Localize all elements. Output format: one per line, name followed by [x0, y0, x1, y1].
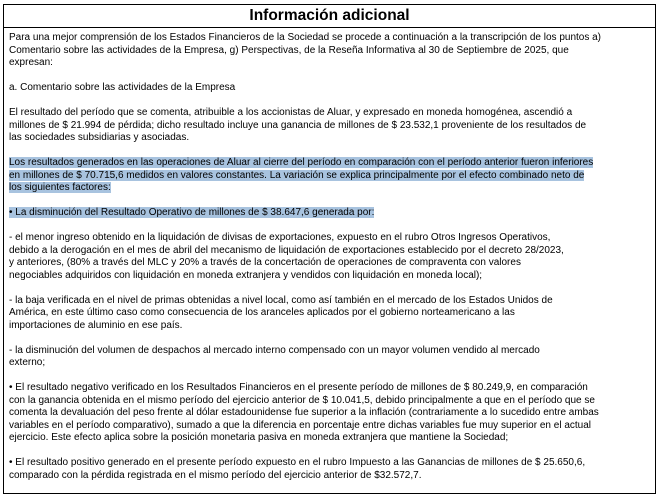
text-line — [9, 395, 655, 408]
text-line-content: millones de $ 21.994 de pérdida; dicho resultado incluye una ganancia de millones de $ 23.532,1 proveniente de los resultados de — [9, 119, 587, 131]
text-line-content: y anteriores, (80% a través del MLC y 20% a través de la concertación de operaciones de compraventa con valores — [9, 257, 521, 268]
text-line-content: negociables adquiridos con liquidación en moneda extranjera y vendidos con liquidación en moneda local); — [9, 269, 483, 281]
paragraph — [9, 457, 655, 482]
text-line — [9, 32, 655, 45]
paragraph — [9, 232, 655, 282]
text-line — [9, 407, 655, 420]
text-line — [9, 107, 655, 120]
text-line — [9, 182, 655, 195]
text-line-content: comparado con la pérdida registrada en el mismo período del ejercicio anterior de $32.572,7. — [9, 469, 422, 481]
text-line-content: las sociedades subsidiarias y asociadas. — [9, 132, 190, 143]
paragraph — [9, 295, 655, 333]
document-body — [4, 28, 655, 482]
text-line — [9, 420, 655, 433]
text-line — [9, 432, 655, 445]
paragraph — [9, 345, 655, 370]
text-line-content: • La disminución del Resultado Operativo de millones de $ 38.647,6 generada por: — [9, 207, 375, 218]
text-line — [9, 207, 655, 220]
text-line — [9, 307, 655, 320]
text-line-content: los siguientes factores: — [9, 182, 111, 193]
text-line-content: Los resultados generados en las operaciones de Aluar al cierre del período en comparación con el período anterior fueron inferiores — [9, 157, 594, 168]
text-line — [9, 270, 655, 283]
info-box — [3, 4, 656, 494]
text-line — [9, 470, 655, 483]
text-line — [9, 82, 655, 95]
text-line-content: América, en este último caso como consecuencia de los aranceles aplicados por el gobierno norteamericano a las — [9, 307, 515, 318]
highlighted-paragraph — [9, 207, 655, 220]
text-line — [9, 245, 655, 258]
text-line-content: debido a la derogación en el mes de abril del mecanismo de liquidación de exportaciones establecido por el decreto 28/2023, — [9, 244, 564, 256]
paragraph — [9, 107, 655, 145]
paragraph — [9, 32, 655, 70]
text-line — [9, 57, 655, 70]
text-line — [9, 295, 655, 308]
text-line — [9, 45, 655, 58]
text-line-content: - el menor ingreso obtenido en la liquidación de divisas de exportaciones, expuesto en el rubro Otros Ingresos Operativos, — [9, 232, 551, 243]
text-line-content: - la baja verificada en el nivel de primas obtenidas a nivel local, como así también en el mercado de los Estados Unidos de — [9, 294, 553, 306]
section-title: Información adicional — [4, 5, 655, 28]
text-line — [9, 257, 655, 270]
text-line-content: a. Comentario sobre las actividades de la Empresa — [9, 82, 236, 93]
text-line — [9, 232, 655, 245]
text-line-content: • El resultado positivo generado en el presente período expuesto en el rubro Impuesto a las Ganancias de millones de $ 25.650,6, — [9, 457, 586, 468]
text-line-content: con la ganancia obtenida en el mismo período del ejercicio anterior de $ 10.041,5, debido principalmente a que en el período que se — [9, 394, 595, 406]
text-line-content: • El resultado negativo verificado en los Resultados Financieros en el presente período de millones de $ 80.249,9, en comparación — [9, 382, 588, 393]
text-line-content: - la disminución del volumen de despachos al mercado interno compensado con un mayor volumen vendido al mercado — [9, 344, 540, 356]
paragraph — [9, 82, 655, 95]
text-line-content: expresan: — [9, 57, 53, 68]
text-line-content: en millones de $ 70.715,6 medidos en valores constantes. La variación se explica principalmente por el efecto combinado neto de — [9, 169, 585, 181]
text-line — [9, 170, 655, 183]
text-line-content: Comentario sobre las actividades de la Empresa, g) Perspectivas, de la Reseña Informativa al 30 de Septiembre de 2025, que — [9, 44, 569, 56]
text-line-content: Para una mejor comprensión de los Estados Financieros de la Sociedad se procede a continuación a la transcripción de los puntos a) — [9, 32, 602, 43]
text-line — [9, 120, 655, 133]
text-line-content: variables en el período comparativo), sumado a que la diferencia en porcentaje entre dichas variables fue muy superior en el actual — [9, 419, 592, 431]
text-line-content: importaciones de aluminio en ese país. — [9, 319, 183, 331]
text-line-content: El resultado del período que se comenta, atribuible a los accionistas de Aluar, y expresado en moneda homogénea, ascendió a — [9, 107, 573, 118]
text-line — [9, 320, 655, 333]
text-line — [9, 357, 655, 370]
text-line — [9, 457, 655, 470]
highlighted-paragraph — [9, 157, 655, 195]
text-line-content: externo; — [9, 357, 46, 368]
text-line-content: comenta la devaluación del peso frente al dólar estadounidense fue superior a la inflación (contrariamente a lo sucedido entre ambas — [9, 407, 599, 418]
paragraph — [9, 382, 655, 445]
text-line — [9, 157, 655, 170]
text-line — [9, 345, 655, 358]
text-line — [9, 132, 655, 145]
text-line-content: ejercicio. Este efecto aplica sobre la posición monetaria pasiva en moneda extranjera que mantiene la Sociedad; — [9, 432, 509, 443]
text-line — [9, 382, 655, 395]
